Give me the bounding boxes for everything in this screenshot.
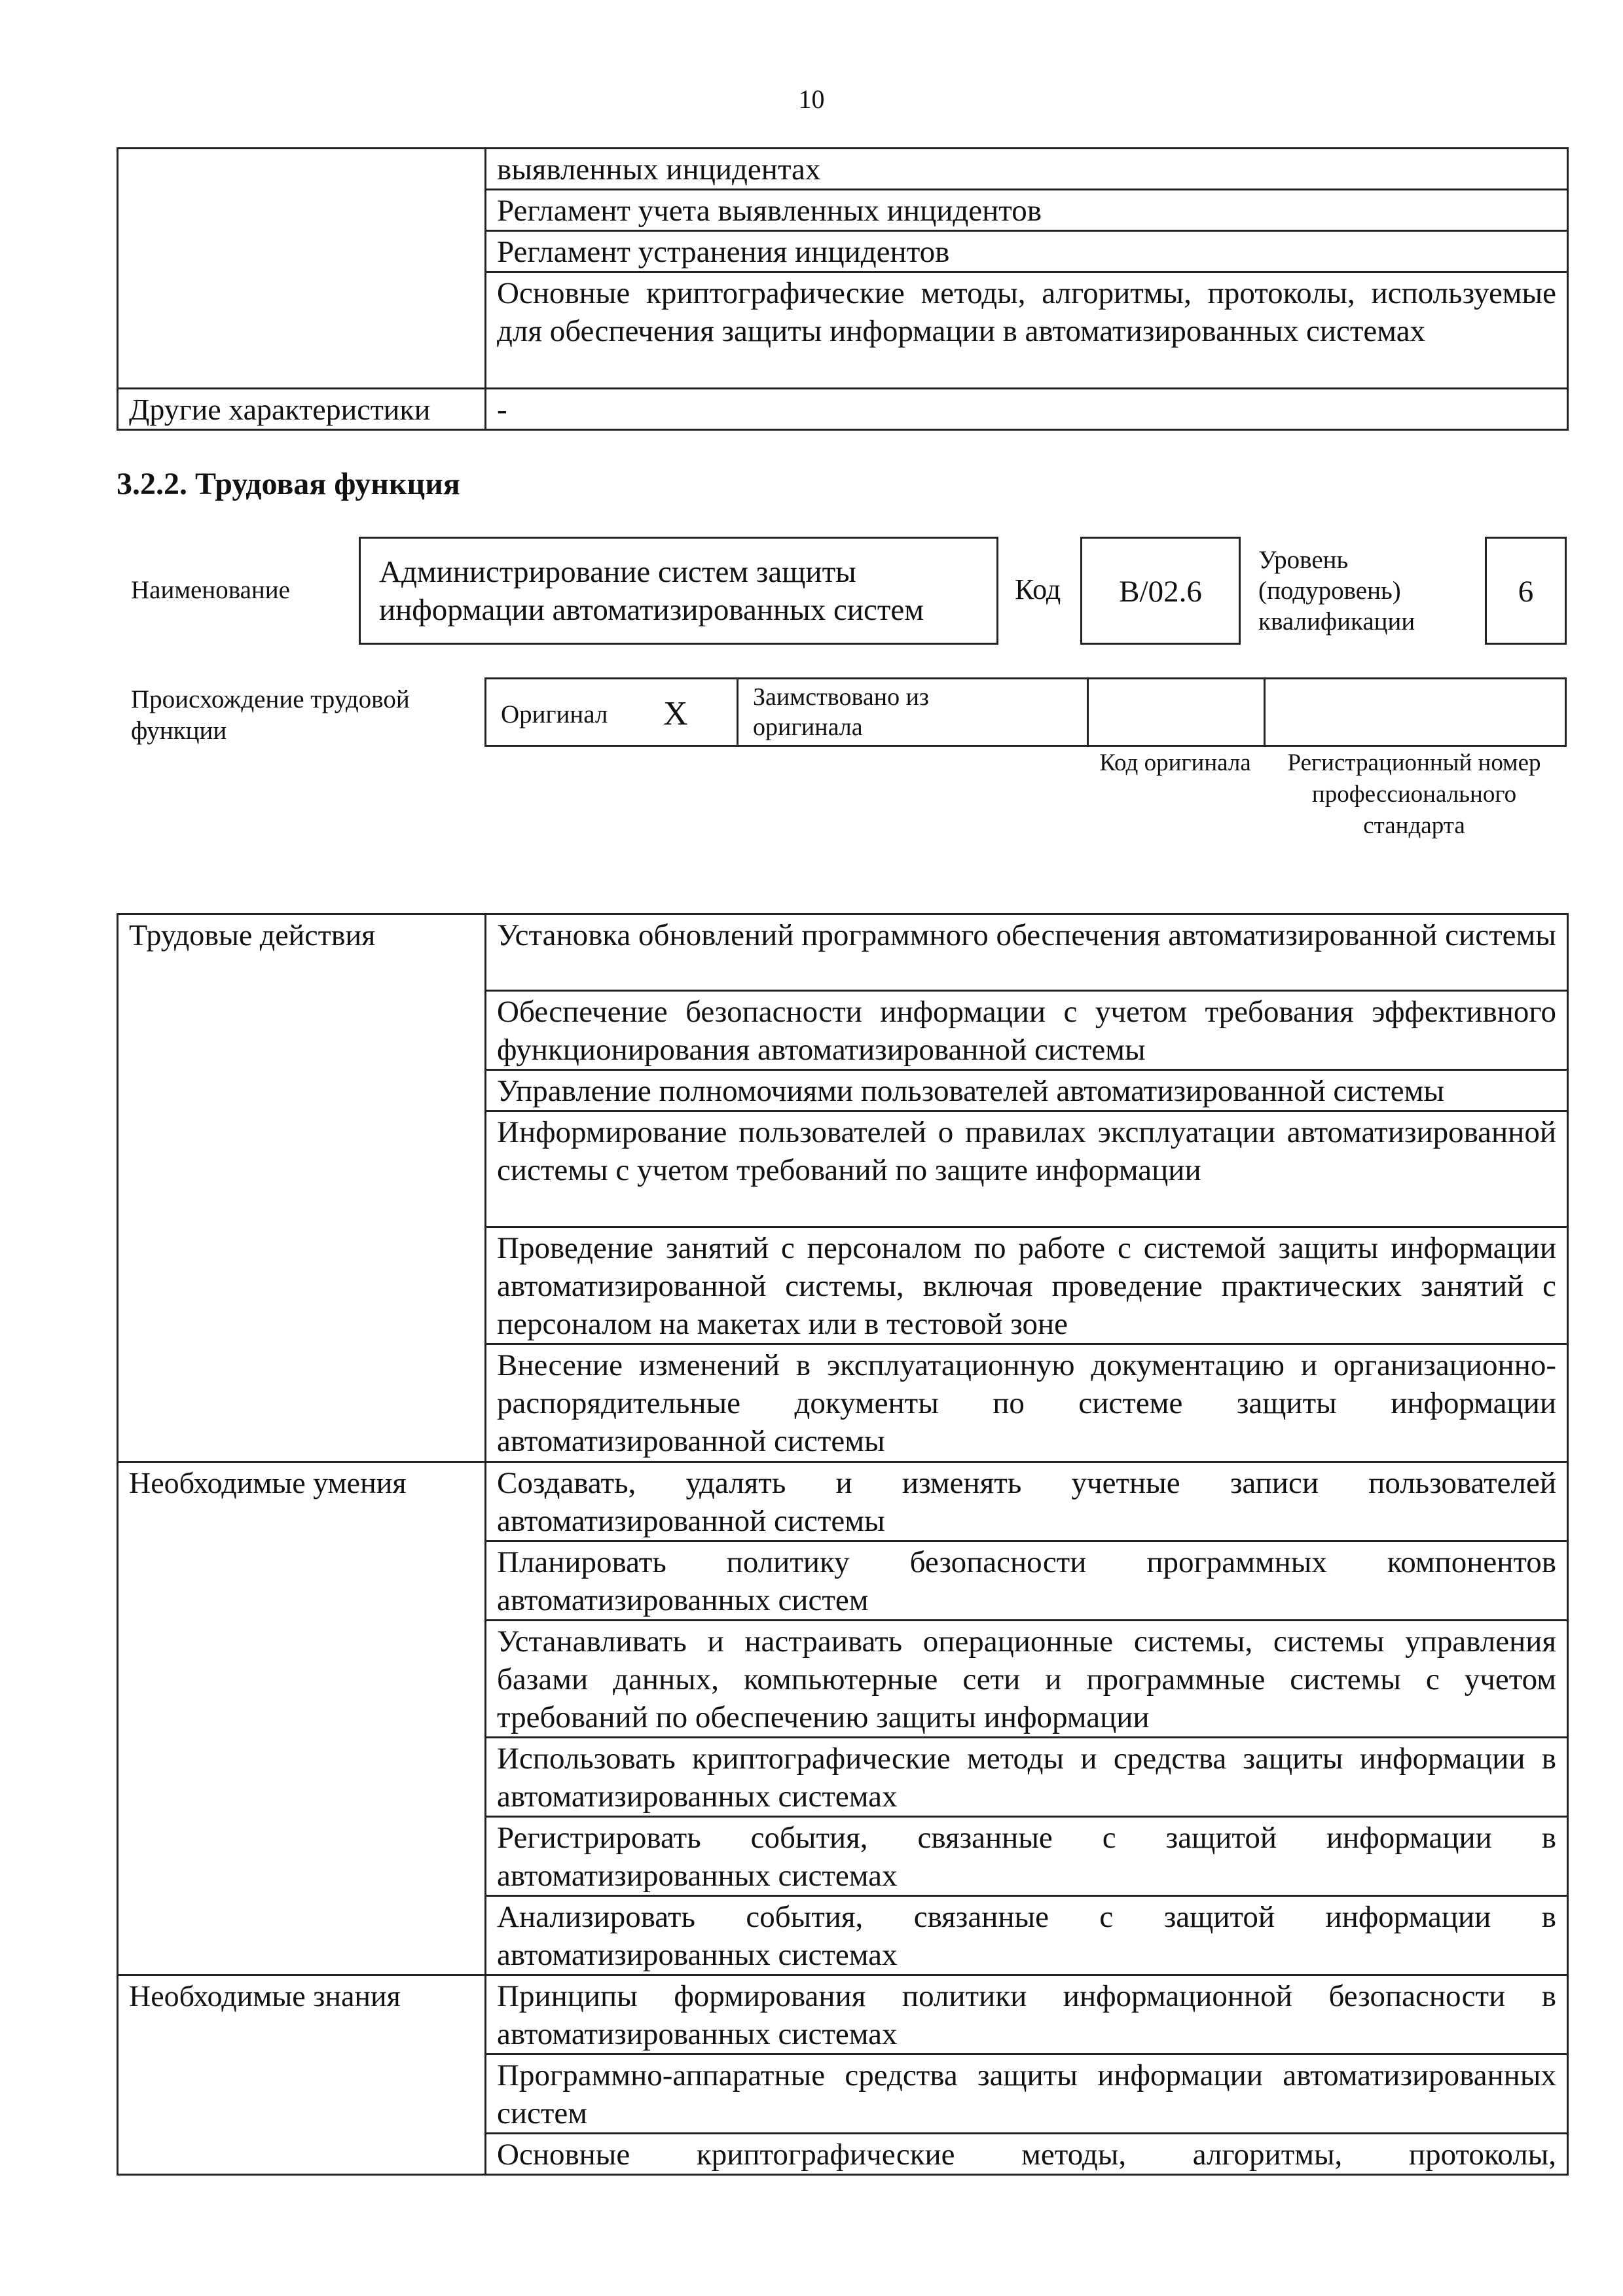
skills-label: Необходимые умения: [118, 1462, 486, 1975]
table-cell: Устанавливать и настраивать операционные системы, системы управления базами данных, компьютерные сети и программные системы с учетом требований по обеспечению защиты информации: [486, 1621, 1568, 1738]
code-caption: Код оригинала: [1099, 749, 1251, 776]
table-cell: Принципы формирования политики информационной безопасности в автоматизированных системах: [486, 1975, 1568, 2054]
table-cell: Внесение изменений в эксплуатационную документацию и организационно-распорядительные документы по системе защиты информации автоматизированной системы: [486, 1344, 1568, 1462]
table-cell: Регистрировать события, связанные с защитой информации в автоматизированных системах: [486, 1817, 1568, 1896]
code-label: Код: [1015, 573, 1061, 605]
table-cell: Обеспечение безопасности информации с учетом требования эффективного функционирования автоматизированной системы: [486, 991, 1568, 1070]
origin-original-box: [484, 677, 739, 747]
table-cell: Установка обновлений программного обеспечения автоматизированной системы: [486, 914, 1568, 991]
table-cell: Создавать, удалять и изменять учетные записи пользователей автоматизированной системы: [486, 1462, 1568, 1541]
section-heading: 3.2.2. Трудовая функция: [117, 467, 460, 501]
table-cell: Планировать политику безопасности программных компонентов автоматизированных систем: [486, 1541, 1568, 1621]
table-cell: выявленных инцидентах: [486, 149, 1568, 190]
level-box: [1485, 537, 1567, 645]
table-cell: Проведение занятий с персоналом по работе с системой защиты информации автоматизированной системы, включая проведение практических занятий с персоналом на макетах или в тестовой зоне: [486, 1227, 1568, 1344]
table-cell: Использовать криптографические методы и средства защиты информации в автоматизированных системах: [486, 1738, 1568, 1817]
function-name: Администрирование систем защиты информации автоматизированных систем: [379, 555, 924, 627]
borrowed-label: Заимствовано из оригинала: [753, 683, 929, 741]
main-table: [117, 913, 1569, 2176]
reg-caption: Регистрационный номер профессионального стандарта: [1287, 749, 1541, 839]
table-cell: Основные криптографические методы, алгоритмы, протоколы, используемые для обеспечения защиты информации в автоматизированных системах: [486, 272, 1568, 389]
table-cell: Регламент учета выявленных инцидентов: [486, 190, 1568, 231]
table-cell: Информирование пользователей о правилах эксплуатации автоматизированной системы с учетом требований по защите информации: [486, 1111, 1568, 1227]
table-cell: Управление полномочиями пользователей автоматизированной системы: [486, 1070, 1568, 1111]
code-box: [1080, 537, 1241, 645]
origin-code-box: [1087, 677, 1266, 747]
origin-borrowed-box: [737, 677, 1089, 747]
level-label: Уровень (подуровень) квалификации: [1258, 546, 1415, 636]
knowledge-label: Необходимые знания: [118, 1975, 486, 2175]
level-value: 6: [1518, 575, 1534, 609]
page-number: 10: [798, 84, 825, 114]
top-table-left-empty: [118, 149, 486, 389]
other-characteristics-value: -: [486, 389, 1568, 430]
table-cell: Основные криптографические методы, алгоритмы, протоколы,: [486, 2134, 1568, 2175]
table-cell: Анализировать события, связанные с защитой информации в автоматизированных системах: [486, 1896, 1568, 1975]
name-label: Наименование: [131, 576, 290, 604]
top-table: [117, 147, 1569, 431]
origin-label: Происхождение трудовой функции: [131, 685, 410, 745]
original-mark: X: [663, 695, 688, 732]
other-characteristics-label: Другие характеристики: [118, 389, 486, 430]
original-label: Оригинал: [501, 700, 608, 728]
labor-actions-label: Трудовые действия: [118, 914, 486, 1462]
origin-reg-box: [1264, 677, 1567, 747]
code-value: B/02.6: [1119, 575, 1202, 609]
name-box: [359, 537, 998, 645]
table-cell: Регламент устранения инцидентов: [486, 231, 1568, 272]
table-cell: Программно-аппаратные средства защиты информации автоматизированных систем: [486, 2054, 1568, 2134]
